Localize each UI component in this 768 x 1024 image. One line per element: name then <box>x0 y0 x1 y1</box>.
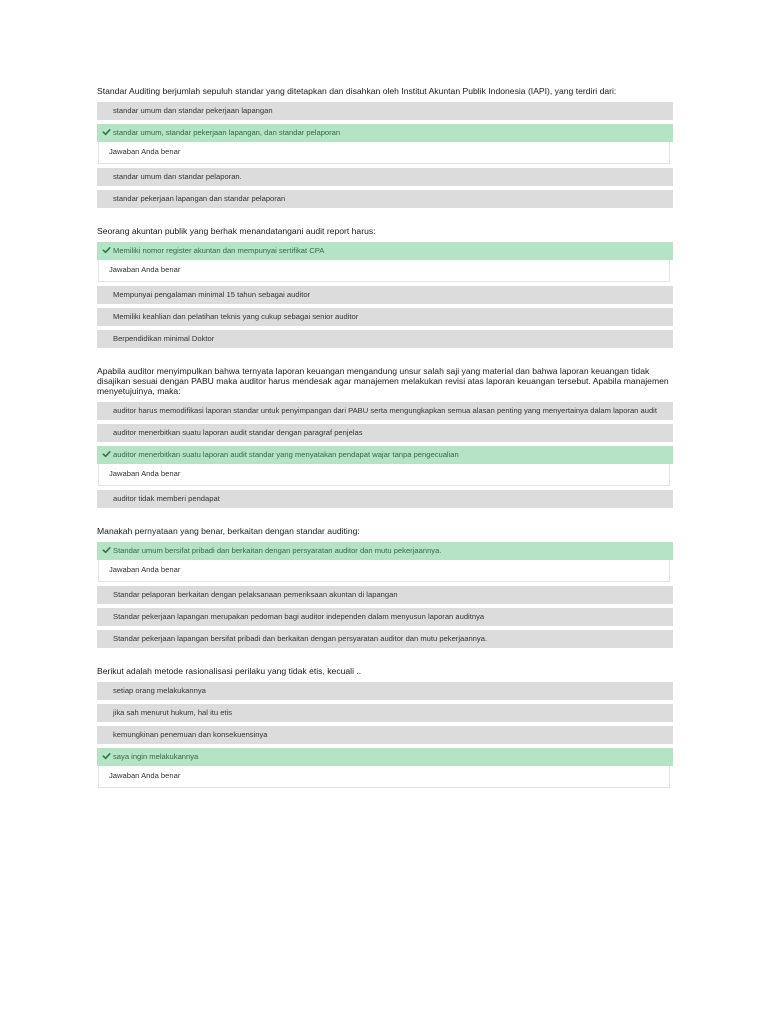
answer-option-label: saya ingin melakukannya <box>113 752 199 761</box>
check-icon <box>102 245 111 255</box>
answer-option[interactable] <box>97 682 673 700</box>
answer-option-correct[interactable] <box>97 748 673 766</box>
answer-option-label: Memiliki keahlian dan pelatihan teknis yang cukup sebagai senior auditor <box>113 312 359 321</box>
answer-option[interactable] <box>97 102 673 120</box>
answer-option[interactable] <box>97 490 673 508</box>
answer-option[interactable] <box>97 286 673 304</box>
answer-option-correct[interactable] <box>97 446 673 464</box>
question-text: Berikut adalah metode rasionalisasi perilaku yang tidak etis, kecuali .. <box>97 666 362 676</box>
answer-option-label: standar pekerjaan lapangan dan standar pelaporan <box>113 194 286 203</box>
answer-option-label: Standar pelaporan berkaitan dengan pelaksanaan pemeriksaan akuntan di lapangan <box>113 590 398 599</box>
answer-option-correct[interactable] <box>97 242 673 260</box>
answer-option[interactable] <box>97 424 673 442</box>
answer-option-label: auditor menerbitkan suatu laporan audit standar yang menyatakan pendapat wajar tanpa pengecualian <box>113 450 459 459</box>
answer-option[interactable] <box>97 704 673 722</box>
answer-option-label: kemungkinan penemuan dan konsekuensinya <box>113 730 268 739</box>
answer-option[interactable] <box>97 168 673 186</box>
answer-option-label: auditor menerbitkan suatu laporan audit standar dengan paragraf penjelas <box>113 428 363 437</box>
answer-option[interactable] <box>97 726 673 744</box>
answer-option-label: standar umum dan standar pelaporan. <box>113 172 242 181</box>
feedback-correct: Jawaban Anda benar <box>98 464 670 486</box>
answer-option[interactable] <box>97 608 673 626</box>
quiz-review <box>97 86 673 806</box>
check-icon <box>102 127 111 137</box>
question-4 <box>97 526 673 648</box>
question-1 <box>97 86 673 208</box>
answer-option-label: Mempunyai pengalaman minimal 15 tahun sebagai auditor <box>113 290 311 299</box>
check-icon <box>102 751 111 761</box>
question-5 <box>97 666 673 788</box>
question-text: Apabila auditor menyimpulkan bahwa ternyata laporan keuangan mengandung unsur salah saji yang material dan bahwa laporan keuangan tidak disajikan sesuai dengan PABU maka auditor harus mendesak agar manajemen melakukan revisi atas laporan keuangan tersebut. Apabila manajemen menyetujuinya, maka: <box>97 366 669 396</box>
feedback-correct: Jawaban Anda benar <box>98 260 670 282</box>
answer-option-label: Memiliki nomor register akuntan dan mempunyai sertifikat CPA <box>113 246 325 255</box>
answer-option[interactable] <box>97 586 673 604</box>
answer-option-label: jika sah menurut hukum, hal itu etis <box>113 708 233 717</box>
answer-option-label: Berpendidikan minimal Doktor <box>113 334 215 343</box>
answer-option-label: Standar umum bersifat pribadi dan berkaitan dengan persyaratan auditor dan mutu pekerjaannya. <box>113 546 442 555</box>
check-icon <box>102 449 111 459</box>
question-3 <box>97 366 673 508</box>
question-text: Standar Auditing berjumlah sepuluh standar yang ditetapkan dan disahkan oleh Institut Akuntan Publik Indonesia (IAPI), yang terdiri dari: <box>97 86 617 96</box>
question-text: Manakah pernyataan yang benar, berkaitan dengan standar auditing: <box>97 526 360 536</box>
answer-option-label: standar umum, standar pekerjaan lapangan, dan standar pelaporan <box>113 128 341 137</box>
feedback-correct: Jawaban Anda benar <box>98 560 670 582</box>
answer-option[interactable] <box>97 308 673 326</box>
answer-option[interactable] <box>97 330 673 348</box>
answer-option-label: setiap orang melakukannya <box>113 686 206 695</box>
answer-option-label: Standar pekerjaan lapangan bersifat pribadi dan berkaitan dengan persyaratan auditor dan mutu pekerjaannya. <box>113 634 488 643</box>
answer-option[interactable] <box>97 630 673 648</box>
answer-option-correct[interactable] <box>97 124 673 142</box>
answer-option-label: standar umum dan standar pekerjaan lapangan <box>113 106 273 115</box>
answer-option[interactable] <box>97 190 673 208</box>
feedback-correct: Jawaban Anda benar <box>98 142 670 164</box>
answer-option-label: auditor tidak memberi pendapat <box>113 494 220 503</box>
question-text: Seorang akuntan publik yang berhak menandatangani audit report harus: <box>97 226 376 236</box>
answer-option-label: auditor harus memodifikasi laporan standar untuk penyimpangan dari PABU serta mengungkapkan semua alasan penting yang menyertainya dalam laporan audit <box>113 406 657 415</box>
check-icon <box>102 545 111 555</box>
answer-option-label: Standar pekerjaan lapangan merupakan pedoman bagi auditor independen dalam menyusun laporan auditnya <box>113 612 485 621</box>
feedback-correct: Jawaban Anda benar <box>98 766 670 788</box>
answer-option[interactable] <box>97 402 673 420</box>
question-2 <box>97 226 673 348</box>
answer-option-correct[interactable] <box>97 542 673 560</box>
